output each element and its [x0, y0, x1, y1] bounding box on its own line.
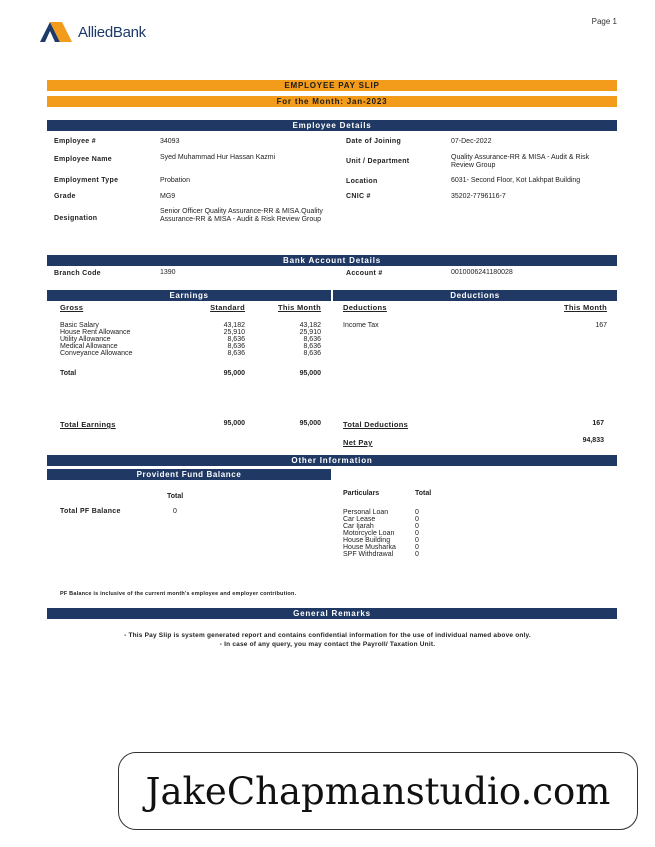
earnings-total-label: Total [60, 370, 77, 377]
doj-value: 07-Dec-2022 [451, 138, 492, 145]
earnings-header: Earnings [47, 290, 331, 301]
earning-item-name: Utility Allowance [60, 336, 111, 343]
employee-no-label: Employee # [54, 138, 96, 145]
bank-account-header: Bank Account Details [47, 255, 617, 266]
account-label: Account # [346, 270, 383, 277]
page-number: Page 1 [591, 17, 617, 26]
deductions-col-header: Deductions [343, 303, 387, 312]
earnings-standard-list [200, 322, 245, 357]
employee-name-value: Syed Muhammad Hur Hassan Kazmi [160, 154, 276, 161]
particular-value: 0 [415, 523, 419, 530]
earnings-total-month: 95,000 [299, 370, 321, 377]
particular-name: Car Lease [343, 516, 376, 523]
particular-value: 0 [415, 509, 419, 516]
pf-note: PF Balance is inclusive of the current month's employee and employer contribution. [60, 591, 297, 597]
employee-name-label: Employee Name [54, 156, 112, 163]
earning-month-value: 43,182 [299, 322, 321, 329]
general-remarks-header: General Remarks [47, 608, 617, 619]
allied-bank-logo [40, 22, 146, 42]
branch-code-label: Branch Code [54, 270, 101, 277]
particulars-values [415, 509, 419, 558]
remarks-line-1: - This Pay Slip is system generated report and contains confidential information for the use of individual named above only. [124, 632, 531, 639]
location-value: 6031- Second Floor, Kot Lakhpat Building [451, 177, 581, 184]
gross-header: Gross [60, 303, 84, 312]
logo-text: AlliedBank [78, 23, 146, 41]
total-earnings-label: Total Earnings [60, 420, 116, 429]
earning-item-name: Basic Salary [60, 322, 99, 329]
earning-item-name: House Rent Allowance [60, 329, 131, 336]
pf-total-header: Total [167, 493, 184, 500]
particular-value: 0 [415, 551, 419, 558]
branch-code-value: 1390 [160, 269, 176, 276]
deduction-item-name: Income Tax [343, 322, 379, 329]
standard-header: Standard [210, 303, 245, 312]
particular-name: House Building [343, 537, 391, 544]
employee-details-header: Employee Details [47, 120, 617, 131]
pf-balance-label: Total PF Balance [60, 508, 121, 515]
slip-month: For the Month: Jan-2023 [47, 96, 617, 107]
net-pay-label: Net Pay [343, 438, 373, 447]
particular-value: 0 [415, 516, 419, 523]
watermark-banner [118, 752, 638, 830]
total-deductions-label: Total Deductions [343, 420, 409, 429]
employment-type-value: Probation [160, 177, 190, 184]
earning-standard-value: 25,910 [223, 329, 245, 336]
particular-value: 0 [415, 537, 419, 544]
earning-month-value: 8,636 [303, 336, 321, 343]
particular-name: Personal Loan [343, 509, 389, 516]
allied-bank-logo-icon [40, 22, 74, 42]
earning-month-value: 8,636 [303, 350, 321, 357]
earnings-this-month-header: This Month [278, 303, 321, 312]
cnic-label: CNIC # [346, 193, 371, 200]
grade-label: Grade [54, 193, 76, 200]
deductions-header: Deductions [333, 290, 617, 301]
employment-type-label: Employment Type [54, 177, 119, 184]
provident-fund-header: Provident Fund Balance [47, 469, 331, 480]
total-earnings-standard: 95,000 [223, 420, 245, 427]
doj-label: Date of Joining [346, 138, 402, 145]
earnings-total-standard: 95,000 [223, 370, 245, 377]
earning-month-value: 25,910 [299, 329, 321, 336]
particular-name: SPF Withdrawal [343, 551, 394, 558]
particular-name: House Musharka [343, 544, 396, 551]
location-label: Location [346, 178, 378, 185]
remarks-line-2: - In case of any query, you may contact the Payroll/ Taxation Unit. [219, 641, 436, 648]
unit-value: Quality Assurance-RR & MISA - Audit & Risk Review Group [451, 154, 590, 169]
deduction-item-value: 167 [595, 322, 607, 329]
particulars-header: Particulars [343, 490, 380, 497]
earnings-month-list [270, 322, 321, 357]
total-earnings-month: 95,000 [299, 420, 321, 427]
earning-item-name: Conveyance Allowance [60, 350, 133, 357]
employee-no-value: 34093 [160, 138, 180, 145]
earning-standard-value: 8,636 [227, 336, 245, 343]
particular-value: 0 [415, 544, 419, 551]
earning-standard-value: 43,182 [223, 322, 245, 329]
particular-name: Motorcycle Loan [343, 530, 395, 537]
other-information-header: Other Information [47, 455, 617, 466]
deductions-this-month-header: This Month [564, 303, 607, 312]
particular-name: Car Ijarah [343, 523, 374, 530]
designation-value: Senior Officer Quality Assurance-RR & MISA.Quality Assurance-RR & MISA - Audit & Risk Review Group [160, 208, 323, 223]
earning-month-value: 8,636 [303, 343, 321, 350]
earnings-list [60, 322, 132, 357]
slip-title: EMPLOYEE PAY SLIP [47, 80, 617, 91]
total-deductions-value: 167 [592, 420, 604, 427]
cnic-value: 35202-7796116-7 [451, 193, 506, 200]
earning-item-name: Medical Allowance [60, 343, 118, 350]
grade-value: MG9 [160, 193, 176, 200]
particular-value: 0 [415, 530, 419, 537]
unit-label: Unit / Department [346, 158, 410, 165]
designation-label: Designation [54, 215, 98, 222]
pf-balance-value: 0 [173, 508, 177, 515]
particulars-total-header: Total [415, 490, 432, 497]
earning-standard-value: 8,636 [227, 350, 245, 357]
earning-standard-value: 8,636 [227, 343, 245, 350]
net-pay-value: 94,833 [582, 437, 604, 444]
watermark-text: JakeChapmanstudio.com [145, 769, 611, 813]
account-value: 0010006241180028 [451, 269, 513, 276]
particulars-list [343, 509, 396, 558]
